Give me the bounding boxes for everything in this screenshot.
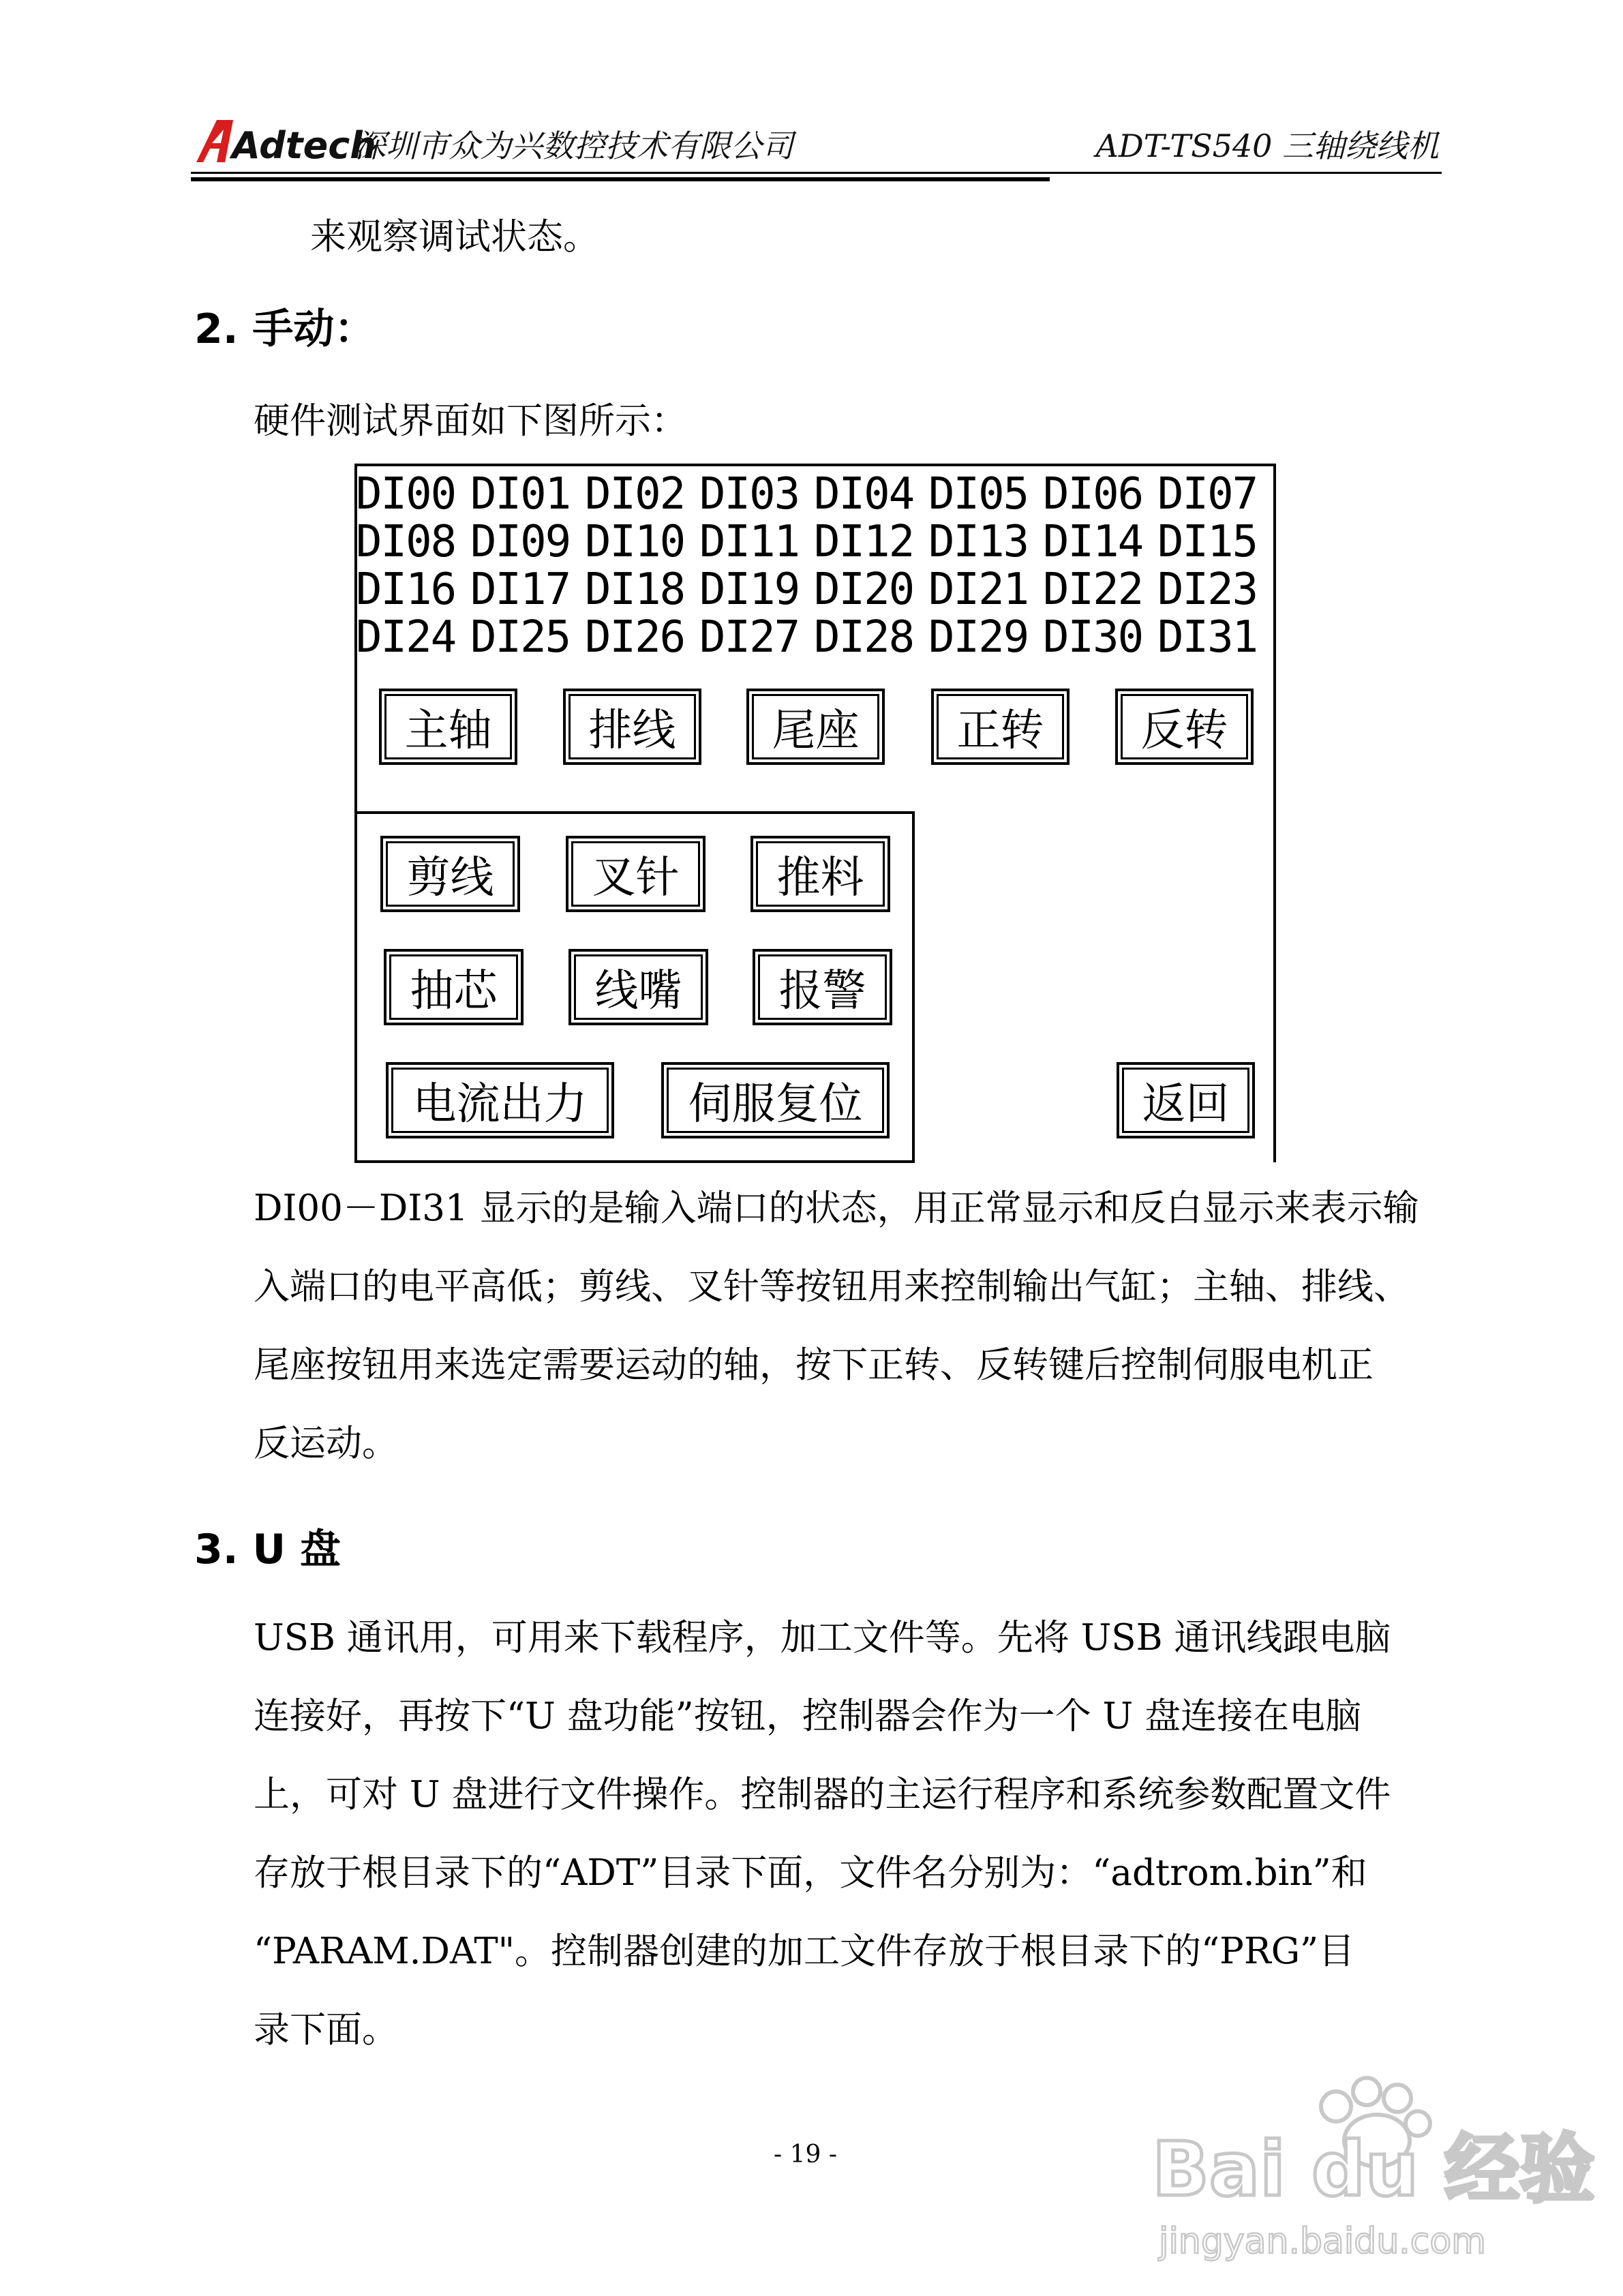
di-indicator: DI18 [585,564,685,615]
di-indicator: DI17 [470,564,571,615]
current-output-button[interactable]: 电流出力 [386,1062,614,1138]
di-indicator: DI26 [585,612,685,663]
company-logo [191,115,376,169]
di-indicator: DI05 [928,469,1029,519]
core-pull-button[interactable]: 抽芯 [384,949,524,1025]
figure-right-border [1273,464,1276,1162]
baidu-jingyan-watermark [1132,2059,1595,2263]
di-indicator: DI02 [585,469,685,519]
di-indicator: DI16 [356,564,456,615]
di-indicator: DI20 [814,564,914,615]
di-indicator: DI01 [470,469,571,519]
section-3-line: 上，可对 U 盘进行文件操作。控制器的主运行程序和系统参数配置文件 [254,1774,1391,1815]
di-indicator: DI04 [814,469,914,519]
watermark-url: jingyan.baidu.com [1159,2221,1486,2262]
section-3-line: 录下面。 [254,2009,398,2051]
header-divider [191,172,1442,174]
di-indicator: DI23 [1157,564,1258,615]
section-3-line: 存放于根目录下的“ADT”目录下面，文件名分别为：“adtrom.bin”和 [254,1852,1367,1894]
cut-wire-button[interactable]: 剪线 [380,836,520,912]
di-indicator: DI15 [1157,517,1258,567]
section-3-line: “PARAM.DAT"。控制器创建的加工文件存放于根目录下的“PRG”目 [254,1931,1355,1972]
di-indicator: DI06 [1043,469,1143,519]
di-indicator: DI03 [699,469,800,519]
di-indicator: DI21 [928,564,1029,615]
back-button[interactable]: 返回 [1117,1062,1255,1138]
di-indicator: DI30 [1043,612,1143,663]
di-indicator: DI12 [814,517,914,567]
section-2-desc-line: DI00－DI31 显示的是输入端口的状态，用正常显示和反白显示来表示输 [254,1188,1419,1229]
spindle-axis-button[interactable]: 主轴 [379,689,517,765]
di-indicator: DI08 [356,517,456,567]
wire-nozzle-button[interactable]: 线嘴 [568,949,708,1025]
header-product-name: ADT-TS540 三轴绕线机 [1095,127,1439,164]
reverse-button[interactable]: 反转 [1115,689,1254,765]
di-indicator: DI24 [356,612,456,663]
di-indicator: DI22 [1043,564,1143,615]
fork-pin-button[interactable]: 叉针 [566,836,706,912]
page-number: - 19 - [774,2141,838,2169]
header-divider-thick [191,177,1050,181]
di-row [356,518,1272,566]
di-indicator: DI31 [1157,612,1258,663]
section-2-desc-line: 入端口的电平高低；剪线、叉针等按钮用来控制输出气缸；主轴、排线、 [254,1266,1410,1308]
di-status-grid [356,470,1272,661]
section-3-line: USB 通讯用，可用来下载程序，加工文件等。先将 USB 通讯线跟电脑 [254,1617,1391,1659]
section-2-heading: 2. 手动： [194,305,376,353]
section-2-desc-line: 尾座按钮用来选定需要运动的轴，按下正转、反转键后控制伺服电机正 [254,1344,1374,1386]
push-material-button[interactable]: 推料 [750,836,890,912]
di-indicator: DI28 [814,612,914,663]
traverse-axis-button[interactable]: 排线 [563,689,701,765]
di-indicator: DI00 [356,469,456,519]
intro-line: 来观察调试状态。 [310,216,599,258]
section-2-caption: 硬件测试界面如下图所示： [254,400,687,442]
tailstock-axis-button[interactable]: 尾座 [746,689,885,765]
logo-text: Adtech [232,124,376,167]
di-row [356,566,1272,614]
figure-top-border [354,464,1276,466]
di-indicator: DI27 [699,612,800,663]
di-indicator: DI14 [1043,517,1143,567]
di-indicator: DI09 [470,517,571,567]
di-indicator: DI25 [470,612,571,663]
di-indicator: DI13 [928,517,1029,567]
di-row [356,614,1272,661]
header-company-name: 深圳市众为兴数控技术有限公司 [354,127,793,164]
figure-bottom-border [354,1160,915,1163]
section-3-heading: 3. U 盘 [194,1526,342,1573]
watermark-brand: Bai du 经验 [1152,2126,1595,2213]
alarm-button[interactable]: 报警 [753,949,892,1025]
di-indicator: DI11 [699,517,800,567]
di-indicator: DI29 [928,612,1029,663]
forward-button[interactable]: 正转 [931,689,1070,765]
servo-reset-button[interactable]: 伺服复位 [661,1062,890,1138]
di-row [356,470,1272,518]
di-indicator: DI07 [1157,469,1258,519]
section-3-line: 连接好，再按下“U 盘功能”按钮，控制器会作为一个 U 盘连接在电脑 [254,1695,1362,1737]
section-2-desc-line: 反运动。 [254,1423,398,1464]
di-indicator: DI10 [585,517,685,567]
di-indicator: DI19 [699,564,800,615]
